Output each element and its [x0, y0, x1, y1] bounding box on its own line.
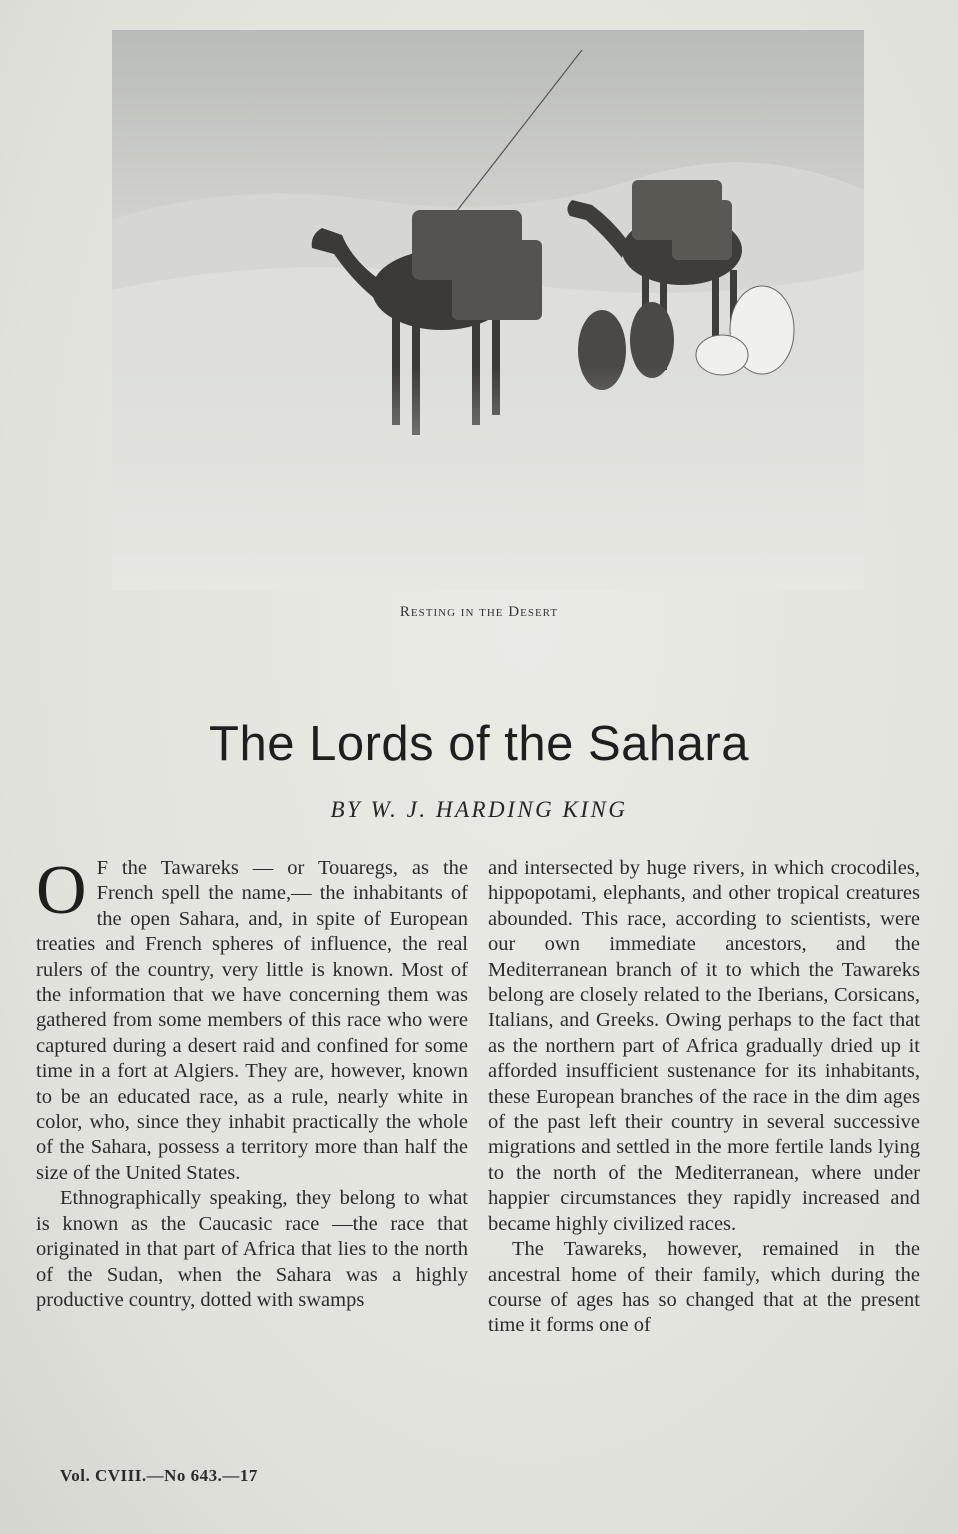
page-folio: Vol. CVIII.—No 643.—17 [60, 1466, 258, 1485]
article-title: The Lords of the Sahara [209, 717, 749, 771]
drop-cap: O [36, 852, 87, 929]
camels-resting-illustration [112, 30, 864, 590]
desert-illustration [112, 30, 864, 590]
paragraph: F the Tawareks — or Touaregs, as the French spell the name,— the inhabitants of the open Sahara, and, in spite of European treaties and French spheres of influence, the real rulers of the country, very little is known. Most of the information that we have concerning them was gathered from some members of this race who were captured during a desert raid and confined for some time in a fort at Algiers. They are, however, known to be an educated race, as a rule, nearly white in color, who, since they inhabit practically the whole of the Sahara, possess a territory more than half the size of the United States. [36, 857, 468, 1184]
article-byline: BY W. J. HARDING KING [330, 797, 628, 822]
illustration-caption: Resting in the Desert [399, 604, 559, 620]
paragraph: and intersected by huge rivers, in which crocodiles, hippopotami, elephants, and other tropical creatures abounded. This race, according to scientists, were our own immediate ancestors, and the Mediterranean branch of it to which the Tawareks belong are closely related to the Iberians, Corsicans, Italians, and Greeks. Owing perhaps to the fact that as the northern part of Africa gradually dried up it afforded insufficient sustenance for its inhabitants, these European branches of the race in the dim ages of the past left their country in several successive migrations and settled in the more fertile lands lying to the north of the Mediterranean, where under happier circumstances they rapidly increased and became highly civilized races. [488, 857, 920, 1235]
article-column-left [36, 852, 468, 1313]
article-column-right [488, 856, 920, 1339]
paragraph: The Tawareks, however, remained in the ancestral home of their family, which during the course of ages has so changed that at the present time it forms one of [488, 1238, 920, 1337]
paragraph: Ethnographically speaking, they belong to what is known as the Caucasic race —the race that originated in that part of Africa that lies to the north of the Sudan, when the Sahara was a highly productive country, dotted with swamps [36, 1187, 468, 1311]
